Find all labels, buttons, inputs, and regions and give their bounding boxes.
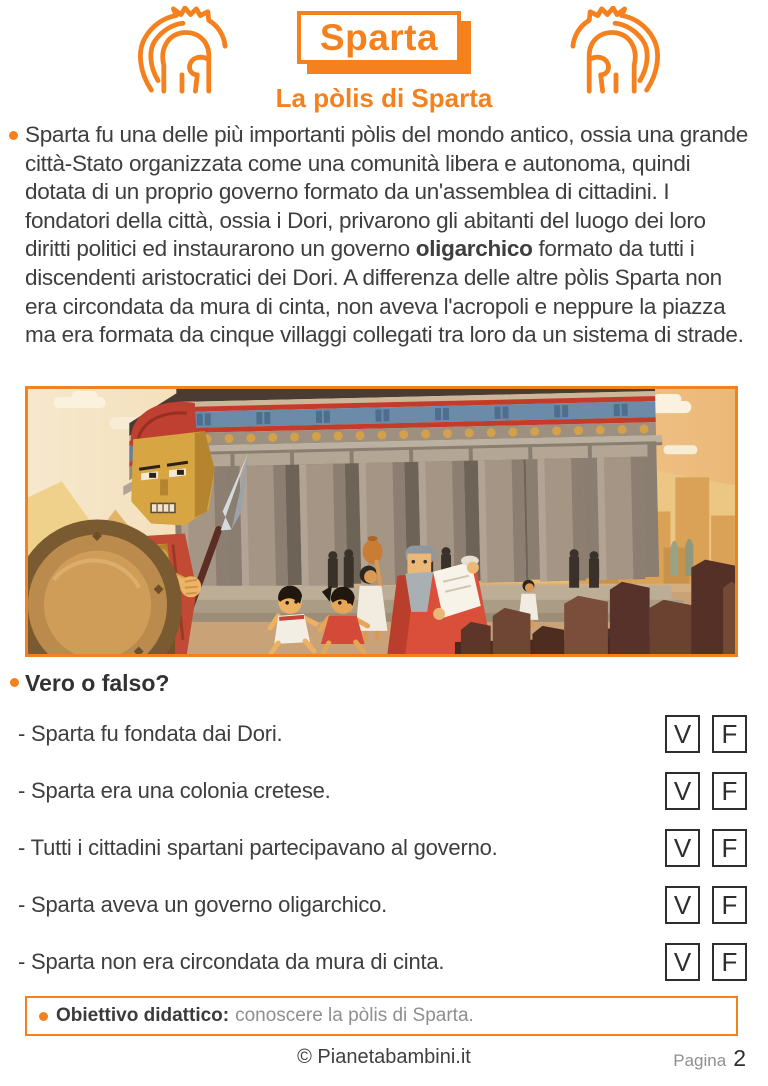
page-subtitle: La pòlis di Sparta xyxy=(275,83,493,113)
true-checkbox[interactable]: V xyxy=(665,772,700,810)
false-checkbox[interactable]: F xyxy=(712,772,747,810)
quiz-row xyxy=(18,942,747,982)
intro-text-2: formato da tutti i discendenti aristocratici dei Dori. A differenza delle altre pòlis Sparta non era circondata da mura di cinta, non aveva l'acropoli e neppure la piazza ma era formata da cinque villaggi collegati tra loro da un sistema di strade. xyxy=(25,236,744,348)
true-checkbox[interactable]: V xyxy=(665,886,700,924)
quiz-heading xyxy=(25,670,169,697)
true-checkbox[interactable]: V xyxy=(665,829,700,867)
quiz-row xyxy=(18,714,747,754)
intro-text-1: Sparta fu una delle più importanti pòlis del mondo antico, ossia una grande città-Stato organizzata come una comunità libera e autonoma, quindi dotata di un proprio governo formato da un'assemblea di cittadini. I fondatori della città, ossia i Dori, privarono gli abitanti del luogo dei loro diritti politici ed instaurarono un governo xyxy=(25,122,748,262)
quiz-statement: - Sparta era una colonia cretese. xyxy=(18,778,331,803)
false-checkbox[interactable]: F xyxy=(712,886,747,924)
true-false-quiz xyxy=(18,714,747,999)
bullet-dot-icon xyxy=(39,1012,48,1021)
sparta-temple-illustration xyxy=(25,386,738,657)
quiz-statement: - Sparta non era circondata da mura di cinta. xyxy=(18,949,445,974)
false-checkbox[interactable]: F xyxy=(712,943,747,981)
quiz-row xyxy=(18,771,747,811)
intro-bold-term: oligarchico xyxy=(415,236,533,262)
true-checkbox[interactable]: V xyxy=(665,943,700,981)
quiz-row xyxy=(18,828,747,868)
spartan-helmet-icon xyxy=(131,6,233,94)
quiz-statement: - Tutti i cittadini spartani partecipavano al governo. xyxy=(18,835,498,860)
quiz-statement: - Sparta aveva un governo oligarchico. xyxy=(18,892,388,917)
bullet-dot-icon xyxy=(9,131,18,140)
quiz-statement: - Sparta fu fondata dai Dori. xyxy=(18,721,283,746)
page-number: 2 xyxy=(733,1045,746,1071)
sparta-temple-scene-svg xyxy=(28,389,735,654)
objective-box xyxy=(25,996,738,1036)
false-checkbox[interactable]: F xyxy=(712,715,747,753)
false-checkbox[interactable]: F xyxy=(712,829,747,867)
objective-label: Obiettivo didattico: xyxy=(56,1005,230,1026)
page-title-text: Sparta xyxy=(319,16,439,58)
page-indicator xyxy=(673,1045,746,1072)
spartan-helmet-icon xyxy=(565,6,667,94)
intro-paragraph xyxy=(25,121,749,350)
quiz-heading-text: Vero o falso? xyxy=(25,670,170,696)
objective-text: conoscere la pòlis di Sparta. xyxy=(235,1005,474,1026)
copyright: © Pianetabambini.it xyxy=(297,1046,471,1068)
quiz-row xyxy=(18,885,747,925)
bullet-dot-icon xyxy=(10,678,19,687)
page-title xyxy=(297,11,461,64)
true-checkbox[interactable]: V xyxy=(665,715,700,753)
page-label: Pagina xyxy=(673,1051,727,1070)
